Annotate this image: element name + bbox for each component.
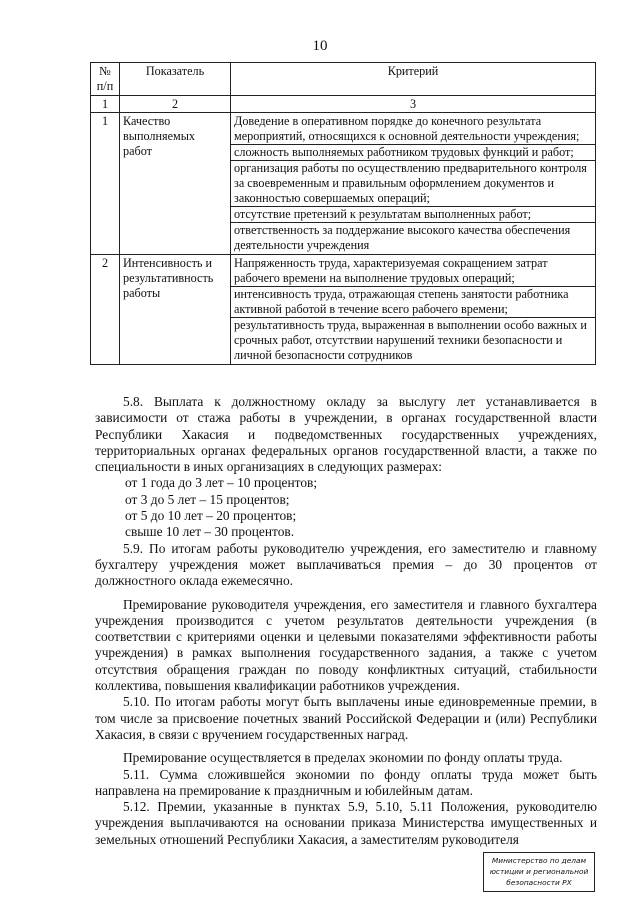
table-row [91,113,596,255]
criterion: сложность выполняемых работником трудовых функций и работ; [231,145,595,161]
page-number: 10 [312,38,328,54]
row-num: 2 [91,255,120,365]
row-criteria [231,255,596,365]
column-number: 2 [120,96,231,113]
paragraph-5-10: 5.10. По итогам работы могут быть выплачены иные единовременные премии, в том числе за присвоение почетных званий Российской Федерации и (или) Республики Хакасия, в связи с вручением государственных наград. [95,694,597,742]
list-item: от 5 до 10 лет – 20 процентов; [125,508,297,524]
criterion: Напряженность труда, характеризуемая сокращением затрат рабочего времени на выполнение трудовых операций; [231,256,595,287]
seniority-list [95,475,597,540]
paragraph-bonus: Премирование руководителя учреждения, его заместителя и главного бухгалтера учреждения производится с учетом результатов деятельности учреждения (в соответствии с критериями оценки и целевыми показателями эффективности работы учреждения) в рамках выполнения государственного задания, а также с учетом отсутствия обращения граждан по поводу конфликтных ситуаций, стабильности коллектива, повышения квалификации работников учреждения. [95,596,597,694]
criterion: ответственность за поддержание высокого качества обеспечения деятельности учреждения [234,223,571,252]
header-criteria: Критерий [231,63,596,96]
document-body [95,394,597,848]
row-criteria [231,113,596,255]
row-indicator: Качество выполняемых работ [120,113,231,255]
table-row [91,255,596,365]
list-item: свыше 10 лет – 30 процентов. [125,524,295,540]
table-header-row [91,63,596,96]
criteria-table [90,62,596,365]
header-indicator: Показатель [120,63,231,96]
paragraph-5-12: 5.12. Премии, указанные в пунктах 5.9, 5.10, 5.11 Положения, руководителю учреждения выплачиваются на основании приказа Министерства имущественных и земельных отношений Республики Хакасия, а заместителям руководителя [95,799,597,847]
header-num: № п/п [91,63,120,96]
column-number-row [91,96,596,113]
row-num: 1 [91,113,120,255]
criterion: Доведение в оперативном порядке до конечного результата мероприятий, относящихся к основной деятельности учреждения; [231,114,595,145]
criterion: организация работы по осуществлению предварительного контроля за своевременным и правильным оформлением документов и законностью совершаемых операций; [231,161,595,207]
row-indicator: Интенсивность и результативность работы [120,255,231,365]
list-item: от 3 до 5 лет – 15 процентов; [125,491,290,507]
list-item: от 1 года до 3 лет – 10 процентов; [125,475,318,491]
column-number: 1 [91,96,120,113]
paragraph-economy: Премирование осуществляется в пределах экономии по фонду оплаты труда. [123,750,563,766]
stamp-line: безопасности РХ [506,878,572,887]
paragraph-5-8: 5.8. Выплата к должностному окладу за выслугу лет устанавливается в зависимости от стажа работы в учреждении, в органах государственной власти Республики Хакасия и подведомственных государственных учреждениях, территориальных органах федеральных органов государственной власти, а также по специальности в иных организациях в следующих размерах: [95,394,597,475]
stamp-line: юстиции и региональной [489,867,589,876]
criterion: отсутствие претензий к результатам выполненных работ; [231,207,595,223]
criterion: результативность труда, выраженная в выполнении особо важных и срочных работ, отсутствии нарушений техники безопасности и личной безопасности сотрудников [234,318,587,362]
stamp-line: Министерство по делам [491,856,587,865]
paragraph-5-9: 5.9. По итогам работы руководителю учреждения, его заместителю и главному бухгалтеру учреждения может выплачиваться премия – до 30 процентов от должностного оклада ежемесячно. [95,540,597,589]
paragraph-5-11: 5.11. Сумма сложившейся экономии по фонду оплаты труда может быть направлена на премирование к праздничным и юбилейным датам. [95,766,597,798]
column-number: 3 [231,96,596,113]
criterion: интенсивность труда, отражающая степень занятости работника активной работой в течение всего рабочего времени; [231,287,595,318]
ministry-stamp [483,852,595,892]
